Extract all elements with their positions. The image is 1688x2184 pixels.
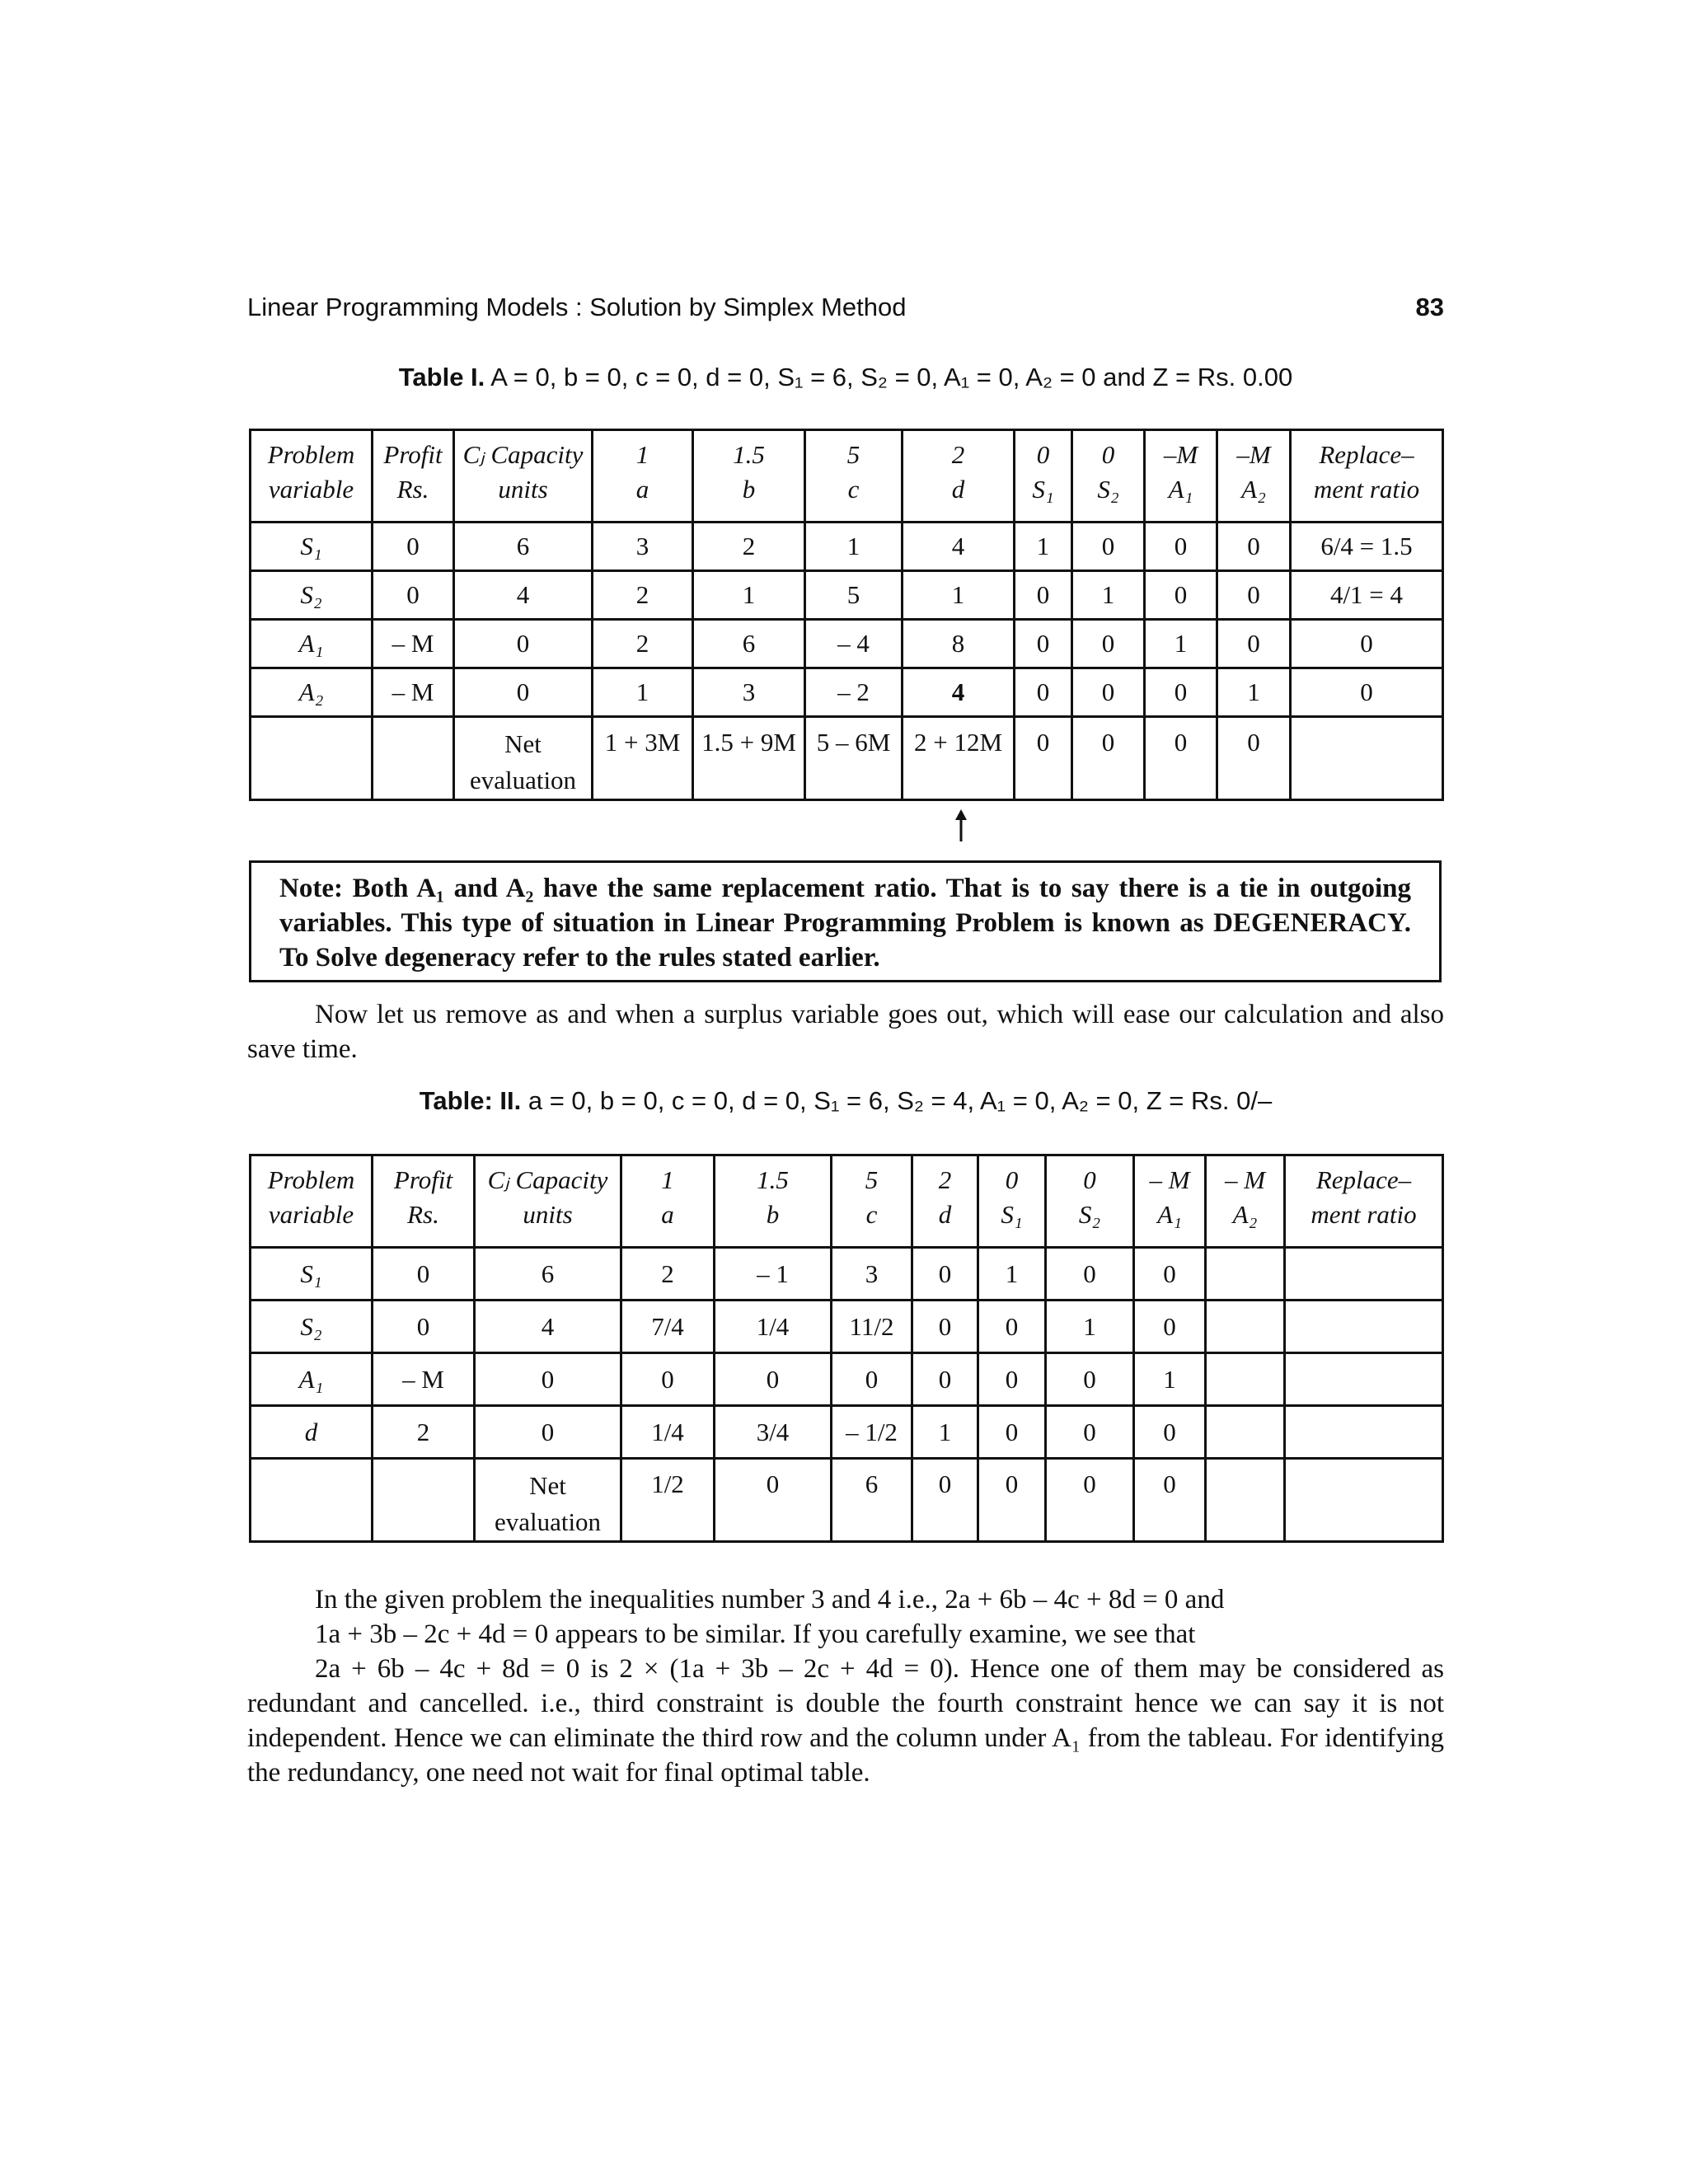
table1-cell: 4/1 = 4 <box>1291 571 1443 620</box>
table2-cell: 0 <box>978 1301 1046 1353</box>
table1-cell: 0 <box>1072 717 1145 800</box>
table2-cell: – M <box>373 1353 475 1406</box>
table2-row <box>251 1248 1443 1301</box>
table2-cell: 0 <box>912 1459 978 1542</box>
table2-cell: 1 <box>1134 1353 1206 1406</box>
table2-cell: 0 <box>978 1353 1046 1406</box>
table1-cell: 1 <box>1015 523 1072 571</box>
paragraph-line: In the given problem the inequalities number 3 and 4 i.e., 2a + 6b – 4c + 8d = 0 and <box>315 1585 1225 1615</box>
table2-cell: S₂ <box>251 1301 373 1353</box>
table2-cell: 0 <box>1134 1301 1206 1353</box>
table2-cell <box>1285 1248 1443 1301</box>
table2-cell: 0 <box>715 1459 832 1542</box>
table1-cell: 2 <box>693 523 805 571</box>
table2-cell: 0 <box>832 1353 912 1406</box>
table2-cell: 0 <box>1046 1353 1134 1406</box>
table1-cell: 0 <box>1072 620 1145 668</box>
table1-cell: 1 <box>593 668 693 717</box>
table2-row <box>251 1353 1443 1406</box>
table2-cell <box>1285 1353 1443 1406</box>
table1-cell <box>1291 717 1443 800</box>
table1-cell: 0 <box>1217 523 1291 571</box>
table2-cell: 0 <box>978 1459 1046 1542</box>
table1-header-row <box>251 430 1443 523</box>
table2-row <box>251 1301 1443 1353</box>
table1-caption-label: Table I. <box>398 363 485 391</box>
table1-cell: 0 <box>1015 717 1072 800</box>
table1-pivot-cell: 4 <box>903 668 1015 717</box>
table2-header-cell: Cⱼ Capacity units <box>475 1155 621 1248</box>
table2-cell <box>1206 1248 1285 1301</box>
table1-header-cell: –M A₂ <box>1217 430 1291 523</box>
table1-cell: 1 <box>1145 620 1217 668</box>
table2-cell: 1/4 <box>715 1301 832 1353</box>
table1-cell: 0 <box>1291 668 1443 717</box>
table2-cell: 0 <box>621 1353 715 1406</box>
table1-header-cell: 0 S₁ <box>1015 430 1072 523</box>
table2-header-cell: 0 S₂ <box>1046 1155 1134 1248</box>
table2-cell: 0 <box>1134 1459 1206 1542</box>
entering-column-arrow-icon <box>952 809 970 842</box>
table1-row <box>251 523 1443 571</box>
table1-cell: 2 <box>593 620 693 668</box>
table2-cell: 0 <box>1134 1248 1206 1301</box>
table1-cell: 0 <box>1217 717 1291 800</box>
table1-cell: 6 <box>693 620 805 668</box>
table2-cell <box>1285 1301 1443 1353</box>
table1-cell: 1 + 3M <box>593 717 693 800</box>
table1-cell: – 4 <box>805 620 903 668</box>
table2-header-cell: 0 S₁ <box>978 1155 1046 1248</box>
table1-caption <box>247 363 1444 392</box>
table1-cell: 1 <box>1072 571 1145 620</box>
table1-header-cell: Cⱼ Capacity units <box>454 430 593 523</box>
table2 <box>249 1154 1444 1543</box>
table1-cell: A₂ <box>251 668 373 717</box>
table2-header-cell: Replace– ment ratio <box>1285 1155 1443 1248</box>
table2-cell: 6 <box>475 1248 621 1301</box>
table1-cell: 4 <box>454 571 593 620</box>
table2-cell: 0 <box>373 1248 475 1301</box>
table2-cell: 2 <box>621 1248 715 1301</box>
table1-header-cell: 2 d <box>903 430 1015 523</box>
table1-cell: 0 <box>1072 523 1145 571</box>
table2-cell: 6 <box>832 1459 912 1542</box>
table1-cell: 5 – 6M <box>805 717 903 800</box>
table1 <box>249 429 1444 801</box>
table1-header-cell: Problem variable <box>251 430 373 523</box>
table2-cell: 0 <box>912 1301 978 1353</box>
table1-cell <box>373 717 454 800</box>
table1-cell: 8 <box>903 620 1015 668</box>
table2-header-cell: 1.5 b <box>715 1155 832 1248</box>
table2-cell: d <box>251 1406 373 1459</box>
table2-cell: A₁ <box>251 1353 373 1406</box>
table1-row <box>251 571 1443 620</box>
table2-cell: 1/4 <box>621 1406 715 1459</box>
table2-cell <box>1206 1353 1285 1406</box>
table1-net-evaluation-row <box>251 717 1443 800</box>
table2-cell: 1 <box>1046 1301 1134 1353</box>
table1-cell: S₂ <box>251 571 373 620</box>
table1-cell: 0 <box>454 668 593 717</box>
paragraph-redundancy <box>247 1582 1444 1790</box>
table2-header-cell: Profit Rs. <box>373 1155 475 1248</box>
table2-header-cell: – M A₁ <box>1134 1155 1206 1248</box>
table2-header-row <box>251 1155 1443 1248</box>
table2-cell: 1/2 <box>621 1459 715 1542</box>
table1-cell: – 2 <box>805 668 903 717</box>
table2-cell <box>1206 1301 1285 1353</box>
table1-cell: 0 <box>1015 620 1072 668</box>
table1-cell: 3 <box>693 668 805 717</box>
table2-net-label: Net evaluation <box>475 1459 621 1542</box>
table2-cell: S₁ <box>251 1248 373 1301</box>
table2-header-cell: 1 a <box>621 1155 715 1248</box>
table2-cell: 0 <box>1046 1406 1134 1459</box>
table2-cell: 0 <box>912 1248 978 1301</box>
table1-header-cell: –M A₁ <box>1145 430 1217 523</box>
table2-cell <box>1285 1459 1443 1542</box>
table2-header-cell: 5 c <box>832 1155 912 1248</box>
table2-cell: 0 <box>978 1406 1046 1459</box>
table2-cell: 3/4 <box>715 1406 832 1459</box>
table1-net-label: Net evaluation <box>454 717 593 800</box>
table2-header-cell: Problem variable <box>251 1155 373 1248</box>
table1-cell: 1 <box>805 523 903 571</box>
table2-cell: 0 <box>1046 1248 1134 1301</box>
table1-cell: 2 <box>593 571 693 620</box>
table2-cell: 0 <box>475 1406 621 1459</box>
table1-header-cell: Profit Rs. <box>373 430 454 523</box>
table1-cell: 1.5 + 9M <box>693 717 805 800</box>
table1-cell: 0 <box>1291 620 1443 668</box>
table1-header-cell: 0 S₂ <box>1072 430 1145 523</box>
table1-cell: 0 <box>1145 523 1217 571</box>
table1-cell: 2 + 12M <box>903 717 1015 800</box>
table1-row <box>251 668 1443 717</box>
table2-cell <box>1206 1406 1285 1459</box>
table1-cell: 0 <box>1145 668 1217 717</box>
table1-cell: 0 <box>1015 571 1072 620</box>
table1-cell: 0 <box>1072 668 1145 717</box>
table2-cell: 1 <box>978 1248 1046 1301</box>
table2-cell: 7/4 <box>621 1301 715 1353</box>
paragraph-line: 2a + 6b – 4c + 8d = 0 is 2 × (1a + 3b – 2c + 4d = 0). Hence one of them may be considered as redundant and cancelled. i.e., third constraint is double the fourth constraint hence we can say it is not independent. Hence we can eliminate the third row and the column under A₁ from the tableau. For identifying the redundancy, one need not wait for final optimal table. <box>247 1654 1444 1788</box>
page-number: 83 <box>1415 293 1444 321</box>
table2-caption-text: a = 0, b = 0, c = 0, d = 0, S₁ = 6, S₂ = 4, A₁ = 0, A₂ = 0, Z = Rs. 0/– <box>528 1086 1273 1115</box>
table1-cell: 1 <box>903 571 1015 620</box>
table2-cell: 1 <box>912 1406 978 1459</box>
table1-header-cell: 5 c <box>805 430 903 523</box>
table2-cell: 0 <box>1046 1459 1134 1542</box>
table1-cell: 0 <box>1217 571 1291 620</box>
table1-cell: 1 <box>693 571 805 620</box>
table2-cell: – 1 <box>715 1248 832 1301</box>
table1-cell: 6 <box>454 523 593 571</box>
paragraph-line: 1a + 3b – 2c + 4d = 0 appears to be similar. If you carefully examine, we see that <box>315 1619 1196 1649</box>
table1-cell: 0 <box>1145 571 1217 620</box>
table2-cell: 3 <box>832 1248 912 1301</box>
table1-cell: 0 <box>454 620 593 668</box>
table1-cell: – M <box>373 668 454 717</box>
running-head-title: Linear Programming Models : Solution by Simplex Method <box>247 293 907 321</box>
table1-cell: A₁ <box>251 620 373 668</box>
table2-caption-label: Table: II. <box>419 1086 522 1115</box>
table1-cell: 6/4 = 1.5 <box>1291 523 1443 571</box>
table1-cell: 0 <box>1217 620 1291 668</box>
table1-header-cell: 1.5 b <box>693 430 805 523</box>
table2-cell: 11/2 <box>832 1301 912 1353</box>
table1-cell: S₁ <box>251 523 373 571</box>
table1-cell: 0 <box>1145 717 1217 800</box>
table2-cell: 0 <box>715 1353 832 1406</box>
table1-cell: 0 <box>373 523 454 571</box>
table1-header-cell: Replace– ment ratio <box>1291 430 1443 523</box>
table2-cell: 0 <box>373 1301 475 1353</box>
table2-cell: 0 <box>1134 1406 1206 1459</box>
table1-cell: 0 <box>373 571 454 620</box>
table1-row <box>251 620 1443 668</box>
table2-cell: 2 <box>373 1406 475 1459</box>
table2-cell <box>251 1459 373 1542</box>
table1-cell: – M <box>373 620 454 668</box>
table2-caption <box>247 1086 1444 1116</box>
table1-cell: 5 <box>805 571 903 620</box>
table2-row <box>251 1406 1443 1459</box>
table1-cell: 4 <box>903 523 1015 571</box>
table1-caption-text: A = 0, b = 0, c = 0, d = 0, S₁ = 6, S₂ = 0, A₁ = 0, A₂ = 0 and Z = Rs. 0.00 <box>490 363 1293 391</box>
table2-cell <box>373 1459 475 1542</box>
table2-cell: 0 <box>912 1353 978 1406</box>
table2-cell: 0 <box>475 1353 621 1406</box>
table2-header-cell: – M A₂ <box>1206 1155 1285 1248</box>
table1-cell: 1 <box>1217 668 1291 717</box>
table1-cell: 0 <box>1015 668 1072 717</box>
table2-cell <box>1285 1406 1443 1459</box>
table1-cell <box>251 717 373 800</box>
table2-net-evaluation-row <box>251 1459 1443 1542</box>
table2-header-cell: 2 d <box>912 1155 978 1248</box>
table2-cell: – 1/2 <box>832 1406 912 1459</box>
degeneracy-note: Note: Both A₁ and A₂ have the same replacement ratio. That is to say there is a tie in outgoing variables. This type of situation in Linear Programming Problem is known as DEGENERACY. To Solve degeneracy refer to the rules stated earlier. <box>249 860 1442 982</box>
table2-cell: 4 <box>475 1301 621 1353</box>
paragraph-surplus-removal: Now let us remove as and when a surplus variable goes out, which will ease our calculation and also save time. <box>247 1000 1444 1064</box>
table2-cell <box>1206 1459 1285 1542</box>
table1-cell: 3 <box>593 523 693 571</box>
table1-header-cell: 1 a <box>593 430 693 523</box>
